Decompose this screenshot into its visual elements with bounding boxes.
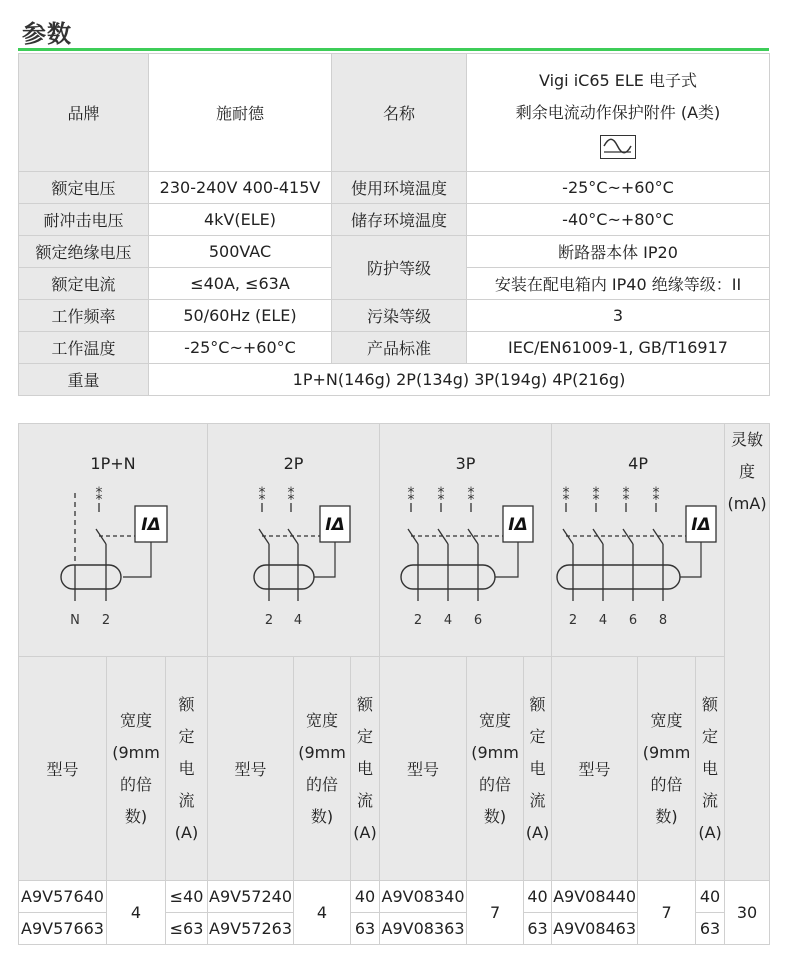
rated-current: 40 — [696, 881, 725, 913]
rated-current: 63 — [351, 913, 380, 945]
param-value: 230-240V 400-415V — [149, 172, 332, 204]
svg-text:N: N — [70, 613, 80, 628]
group-name: 1P+N — [90, 454, 136, 473]
header-model: 型号 — [552, 657, 638, 881]
header-model: 型号 — [19, 657, 107, 881]
rated-current: 63 — [524, 913, 552, 945]
param-label: 耐冲击电压 — [19, 204, 149, 236]
diagram-3p — [380, 424, 552, 657]
svg-text:IΔ: IΔ — [691, 515, 711, 535]
header-width: 宽度(9mm的倍数) — [107, 657, 166, 881]
column-header-row — [19, 657, 770, 881]
svg-text:⁑: ⁑ — [652, 488, 660, 504]
models-table — [18, 423, 770, 945]
model-number: A9V08363 — [380, 913, 467, 945]
wiring-diagram-2p-icon — [234, 479, 354, 629]
ac-sine-icon — [600, 135, 636, 159]
sensitivity-value: 30 — [725, 881, 770, 945]
header-rated: 额定电流(A) — [524, 657, 552, 881]
header-rated: 额定电流(A) — [166, 657, 208, 881]
weight-label: 重量 — [19, 364, 149, 396]
params-row-weight — [19, 364, 770, 396]
param-value: 50/60Hz (ELE) — [149, 300, 332, 332]
param-label: 防护等级 — [332, 236, 467, 300]
model-number: A9V57263 — [208, 913, 294, 945]
wiring-diagram-4p-icon — [554, 479, 722, 629]
title-divider — [18, 48, 769, 51]
param-label: 额定电流 — [19, 268, 149, 300]
width-value: 4 — [294, 881, 351, 945]
sensitivity-header — [725, 424, 770, 881]
param-label: 额定绝缘电压 — [19, 236, 149, 268]
svg-text:4: 4 — [443, 613, 452, 628]
params-row — [19, 300, 770, 332]
wiring-diagram-1pn-icon — [53, 479, 173, 629]
svg-text:⁑: ⁑ — [287, 488, 295, 504]
param-label: 工作频率 — [19, 300, 149, 332]
params-row — [19, 236, 770, 268]
brand-label: 品牌 — [19, 54, 149, 172]
param-value: ≤40A, ≤63A — [149, 268, 332, 300]
svg-text:2: 2 — [101, 613, 111, 628]
svg-text:⁑: ⁑ — [258, 488, 266, 504]
rated-current: 63 — [696, 913, 725, 945]
name-value — [467, 54, 770, 172]
param-value: 安装在配电箱内 IP40 绝缘等级：II — [467, 268, 770, 300]
diagram-2p — [208, 424, 380, 657]
table-row — [19, 881, 770, 913]
header-rated: 额定电流(A) — [351, 657, 380, 881]
svg-text:⁑: ⁑ — [95, 488, 103, 504]
weight-value: 1P+N(146g) 2P(134g) 3P(194g) 4P(216g) — [149, 364, 770, 396]
params-row — [19, 204, 770, 236]
group-name: 4P — [628, 454, 648, 473]
svg-text:IΔ: IΔ — [141, 515, 161, 535]
brand-value: 施耐德 — [149, 54, 332, 172]
header-width: 宽度(9mm的倍数) — [294, 657, 351, 881]
svg-text:⁑: ⁑ — [592, 488, 600, 504]
model-number: A9V08440 — [552, 881, 638, 913]
param-value: 3 — [467, 300, 770, 332]
header-rated: 额定电流(A) — [696, 657, 725, 881]
header-width: 宽度(9mm的倍数) — [638, 657, 696, 881]
svg-text:6: 6 — [473, 613, 482, 628]
rated-current: 40 — [524, 881, 552, 913]
param-value: IEC/EN61009-1, GB/T16917 — [467, 332, 770, 364]
svg-text:2: 2 — [568, 613, 578, 628]
svg-text:IΔ: IΔ — [324, 515, 345, 535]
svg-text:2: 2 — [413, 613, 422, 628]
param-label: 工作温度 — [19, 332, 149, 364]
page-title: 参数 — [22, 20, 72, 48]
header-model: 型号 — [380, 657, 467, 881]
model-number: A9V08463 — [552, 913, 638, 945]
params-table — [18, 53, 770, 396]
rated-current: ≤63 — [166, 913, 208, 945]
svg-text:6: 6 — [628, 613, 638, 628]
model-number: A9V57640 — [19, 881, 107, 913]
param-label: 使用环境温度 — [332, 172, 467, 204]
model-number: A9V57240 — [208, 881, 294, 913]
param-label: 污染等级 — [332, 300, 467, 332]
sensitivity-header-label: 灵敏度(mA) — [727, 430, 767, 513]
param-value: -25°C~+60°C — [149, 332, 332, 364]
header-width: 宽度(9mm的倍数) — [467, 657, 524, 881]
svg-text:⁑: ⁑ — [467, 488, 475, 504]
svg-text:⁑: ⁑ — [407, 488, 415, 504]
width-value: 7 — [467, 881, 524, 945]
wiring-diagram-row — [19, 424, 770, 657]
param-value: 断路器本体 IP20 — [467, 236, 770, 268]
param-label: 额定电压 — [19, 172, 149, 204]
group-name: 2P — [283, 454, 304, 473]
svg-text:⁑: ⁑ — [562, 488, 570, 504]
header-model: 型号 — [208, 657, 294, 881]
rated-current: ≤40 — [166, 881, 208, 913]
model-number: A9V08340 — [380, 881, 467, 913]
width-value: 4 — [107, 881, 166, 945]
params-row — [19, 332, 770, 364]
wiring-diagram-3p-icon — [391, 479, 541, 629]
name-line-2: 剩余电流动作保护附件 (A类) — [515, 102, 721, 122]
param-label: 产品标准 — [332, 332, 467, 364]
rated-current: 40 — [351, 881, 380, 913]
diagram-4p — [552, 424, 725, 657]
name-label: 名称 — [332, 54, 467, 172]
diagram-1pn — [19, 424, 208, 657]
params-row-brand — [19, 54, 770, 172]
model-number: A9V57663 — [19, 913, 107, 945]
param-value: -40°C~+80°C — [467, 204, 770, 236]
svg-text:IΔ: IΔ — [507, 515, 528, 535]
svg-text:8: 8 — [658, 613, 668, 628]
svg-text:⁑: ⁑ — [622, 488, 630, 504]
param-value: 500VAC — [149, 236, 332, 268]
group-name: 3P — [455, 454, 476, 473]
param-label: 储存环境温度 — [332, 204, 467, 236]
name-line-1: Vigi iC65 ELE 电子式 — [538, 70, 697, 90]
param-value: 4kV(ELE) — [149, 204, 332, 236]
svg-text:2: 2 — [264, 613, 273, 628]
svg-text:4: 4 — [598, 613, 608, 628]
params-row — [19, 172, 770, 204]
svg-text:4: 4 — [293, 613, 302, 628]
width-value: 7 — [638, 881, 696, 945]
param-value: -25°C~+60°C — [467, 172, 770, 204]
svg-text:⁑: ⁑ — [437, 488, 445, 504]
